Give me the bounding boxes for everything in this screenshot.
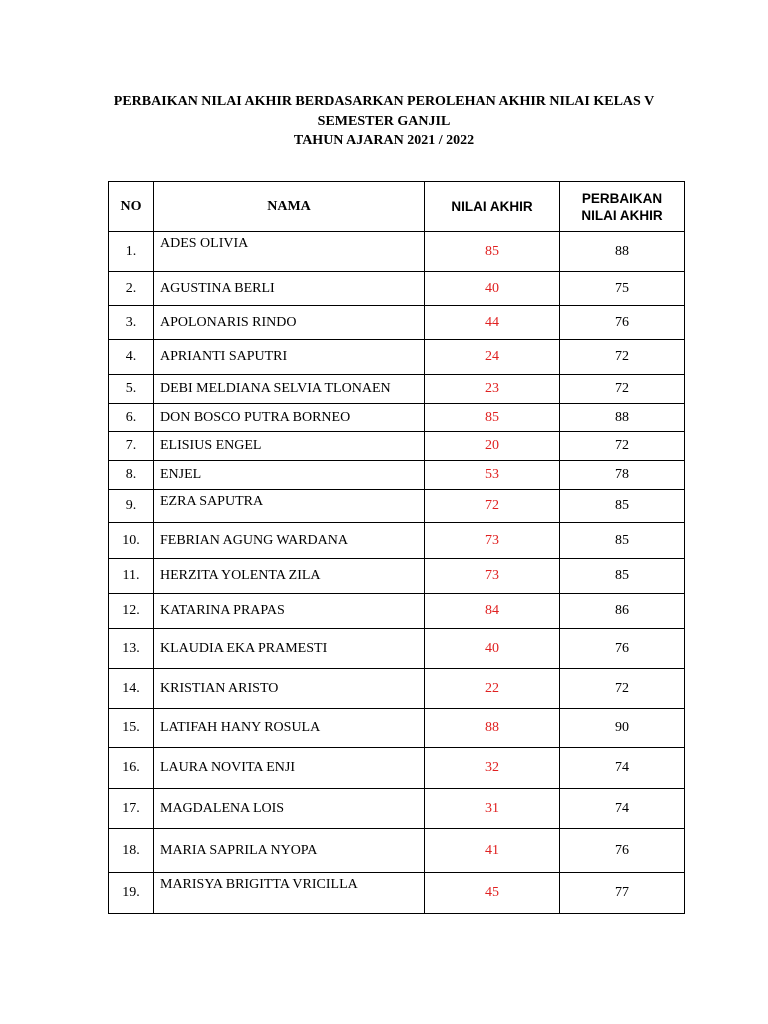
no-cell: 19. bbox=[109, 873, 154, 914]
name-cell: KLAUDIA EKA PRAMESTI bbox=[154, 629, 425, 669]
table-row bbox=[109, 594, 685, 629]
perbaikan-cell: 72 bbox=[560, 432, 685, 461]
perbaikan-cell: 88 bbox=[560, 232, 685, 272]
table-row bbox=[109, 789, 685, 829]
name-cell: APOLONARIS RINDO bbox=[154, 306, 425, 340]
name-cell: DEBI MELDIANA SELVIA TLONAEN bbox=[154, 375, 425, 404]
nilai-akhir-cell: 53 bbox=[425, 461, 560, 490]
header-perbaikan-line-1: PERBAIKAN bbox=[581, 190, 663, 206]
header-perbaikan-line-2: NILAI AKHIR bbox=[581, 207, 663, 223]
name-cell: APRIANTI SAPUTRI bbox=[154, 340, 425, 375]
nilai-akhir-cell: 45 bbox=[425, 873, 560, 914]
name-cell: LAURA NOVITA ENJI bbox=[154, 748, 425, 789]
no-cell: 18. bbox=[109, 829, 154, 873]
name-cell: LATIFAH HANY ROSULA bbox=[154, 709, 425, 748]
header-nama: NAMA bbox=[154, 182, 425, 232]
title-line-2: SEMESTER GANJIL bbox=[317, 113, 451, 129]
name-cell: ENJEL bbox=[154, 461, 425, 490]
no-cell: 5. bbox=[109, 375, 154, 404]
name-cell: AGUSTINA BERLI bbox=[154, 272, 425, 306]
name-cell: MARISYA BRIGITTA VRICILLA bbox=[154, 873, 425, 914]
nilai-akhir-cell: 40 bbox=[425, 629, 560, 669]
nilai-akhir-cell: 73 bbox=[425, 559, 560, 594]
grades-table bbox=[108, 181, 685, 914]
no-cell: 6. bbox=[109, 404, 154, 432]
nilai-akhir-cell: 85 bbox=[425, 232, 560, 272]
no-cell: 7. bbox=[109, 432, 154, 461]
no-cell: 16. bbox=[109, 748, 154, 789]
no-cell: 3. bbox=[109, 306, 154, 340]
perbaikan-cell: 76 bbox=[560, 629, 685, 669]
name-cell: MARIA SAPRILA NYOPA bbox=[154, 829, 425, 873]
table-row bbox=[109, 709, 685, 748]
table-header-row bbox=[109, 182, 685, 232]
table-row bbox=[109, 232, 685, 272]
perbaikan-cell: 75 bbox=[560, 272, 685, 306]
nilai-akhir-cell: 88 bbox=[425, 709, 560, 748]
no-cell: 11. bbox=[109, 559, 154, 594]
perbaikan-cell: 72 bbox=[560, 669, 685, 709]
nilai-akhir-cell: 84 bbox=[425, 594, 560, 629]
header-no: NO bbox=[109, 182, 154, 232]
perbaikan-cell: 85 bbox=[560, 559, 685, 594]
no-cell: 4. bbox=[109, 340, 154, 375]
perbaikan-cell: 74 bbox=[560, 748, 685, 789]
perbaikan-cell: 76 bbox=[560, 306, 685, 340]
perbaikan-cell: 78 bbox=[560, 461, 685, 490]
no-cell: 14. bbox=[109, 669, 154, 709]
name-cell: FEBRIAN AGUNG WARDANA bbox=[154, 523, 425, 559]
no-cell: 13. bbox=[109, 629, 154, 669]
no-cell: 12. bbox=[109, 594, 154, 629]
title-line-3: TAHUN AJARAN 2021 / 2022 bbox=[293, 133, 475, 148]
no-cell: 10. bbox=[109, 523, 154, 559]
perbaikan-cell: 77 bbox=[560, 873, 685, 914]
nilai-akhir-cell: 31 bbox=[425, 789, 560, 829]
nilai-akhir-cell: 72 bbox=[425, 490, 560, 523]
perbaikan-cell: 76 bbox=[560, 829, 685, 873]
table-row bbox=[109, 306, 685, 340]
nilai-akhir-cell: 24 bbox=[425, 340, 560, 375]
name-cell: DON BOSCO PUTRA BORNEO bbox=[154, 404, 425, 432]
no-cell: 17. bbox=[109, 789, 154, 829]
table-row bbox=[109, 829, 685, 873]
perbaikan-cell: 85 bbox=[560, 490, 685, 523]
table-row bbox=[109, 461, 685, 490]
header-perbaikan bbox=[560, 182, 685, 232]
table-row bbox=[109, 340, 685, 375]
table-row bbox=[109, 523, 685, 559]
perbaikan-cell: 86 bbox=[560, 594, 685, 629]
no-cell: 8. bbox=[109, 461, 154, 490]
nilai-akhir-cell: 44 bbox=[425, 306, 560, 340]
table-row bbox=[109, 748, 685, 789]
document-title bbox=[0, 92, 768, 151]
nilai-akhir-cell: 73 bbox=[425, 523, 560, 559]
nilai-akhir-cell: 32 bbox=[425, 748, 560, 789]
nilai-akhir-cell: 40 bbox=[425, 272, 560, 306]
name-cell: KATARINA PRAPAS bbox=[154, 594, 425, 629]
name-cell: ADES OLIVIA bbox=[154, 232, 425, 272]
perbaikan-cell: 88 bbox=[560, 404, 685, 432]
title-line-1: PERBAIKAN NILAI AKHIR BERDASARKAN PEROLEHAN AKHIR NILAI KELAS V bbox=[113, 94, 655, 109]
nilai-akhir-cell: 22 bbox=[425, 669, 560, 709]
table-row bbox=[109, 559, 685, 594]
name-cell: MAGDALENA LOIS bbox=[154, 789, 425, 829]
table-row bbox=[109, 432, 685, 461]
table-row bbox=[109, 873, 685, 914]
name-cell: HERZITA YOLENTA ZILA bbox=[154, 559, 425, 594]
perbaikan-cell: 72 bbox=[560, 375, 685, 404]
table-row bbox=[109, 375, 685, 404]
table-row bbox=[109, 404, 685, 432]
nilai-akhir-cell: 23 bbox=[425, 375, 560, 404]
no-cell: 1. bbox=[109, 232, 154, 272]
perbaikan-cell: 85 bbox=[560, 523, 685, 559]
table-row bbox=[109, 629, 685, 669]
name-cell: ELISIUS ENGEL bbox=[154, 432, 425, 461]
table-row bbox=[109, 490, 685, 523]
table-body bbox=[109, 232, 685, 914]
nilai-akhir-cell: 20 bbox=[425, 432, 560, 461]
no-cell: 2. bbox=[109, 272, 154, 306]
perbaikan-cell: 74 bbox=[560, 789, 685, 829]
perbaikan-cell: 90 bbox=[560, 709, 685, 748]
nilai-akhir-cell: 41 bbox=[425, 829, 560, 873]
no-cell: 9. bbox=[109, 490, 154, 523]
table-row bbox=[109, 669, 685, 709]
perbaikan-cell: 72 bbox=[560, 340, 685, 375]
no-cell: 15. bbox=[109, 709, 154, 748]
name-cell: KRISTIAN ARISTO bbox=[154, 669, 425, 709]
nilai-akhir-cell: 85 bbox=[425, 404, 560, 432]
header-nilai-akhir: NILAI AKHIR bbox=[425, 182, 560, 232]
name-cell: EZRA SAPUTRA bbox=[154, 490, 425, 523]
table-row bbox=[109, 272, 685, 306]
